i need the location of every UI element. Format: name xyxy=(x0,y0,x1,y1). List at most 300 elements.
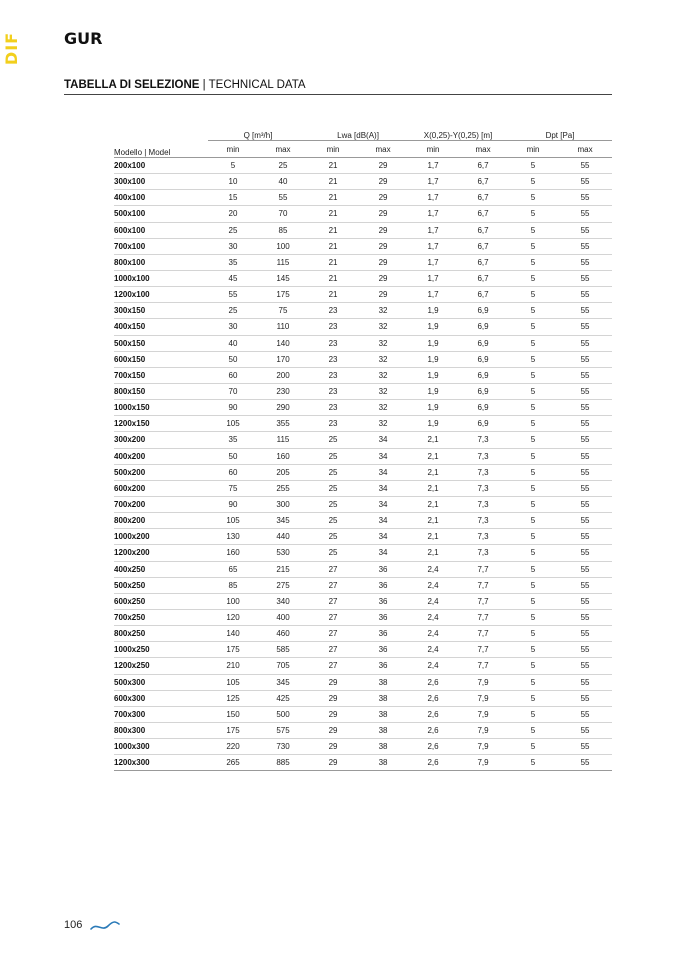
cell-dp-max: 55 xyxy=(558,270,612,286)
cell-lwa-max: 29 xyxy=(358,254,408,270)
cell-lwa-max: 29 xyxy=(358,238,408,254)
cell-dp-max: 55 xyxy=(558,432,612,448)
cell-q-max: 575 xyxy=(258,722,308,738)
cell-dp-max: 55 xyxy=(558,287,612,303)
section-tab-label: DIF xyxy=(2,31,22,65)
cell-lwa-min: 21 xyxy=(308,287,358,303)
cell-model: 800x100 xyxy=(114,254,208,270)
cell-lwa-min: 29 xyxy=(308,690,358,706)
table-row xyxy=(114,464,612,480)
cell-lwa-min: 29 xyxy=(308,722,358,738)
cell-dp-min: 5 xyxy=(508,739,558,755)
table-row xyxy=(114,400,612,416)
cell-q-max: 255 xyxy=(258,480,308,496)
cell-model: 200x100 xyxy=(114,158,208,174)
cell-throw-max: 7,3 xyxy=(458,529,508,545)
cell-q-max: 730 xyxy=(258,739,308,755)
cell-lwa-min: 23 xyxy=(308,335,358,351)
cell-throw-max: 6,7 xyxy=(458,206,508,222)
group-header-throw: X(0,25)-Y(0,25) [m] xyxy=(408,124,508,141)
cell-q-min: 40 xyxy=(208,335,258,351)
cell-throw-min: 2,6 xyxy=(408,674,458,690)
cell-dp-min: 5 xyxy=(508,303,558,319)
cell-lwa-max: 29 xyxy=(358,190,408,206)
cell-q-min: 35 xyxy=(208,432,258,448)
cell-q-max: 290 xyxy=(258,400,308,416)
cell-throw-max: 6,9 xyxy=(458,383,508,399)
cell-lwa-min: 29 xyxy=(308,706,358,722)
cell-lwa-max: 32 xyxy=(358,335,408,351)
sub-header: min xyxy=(208,141,258,158)
cell-throw-min: 1,7 xyxy=(408,158,458,174)
cell-lwa-min: 27 xyxy=(308,609,358,625)
cell-throw-max: 7,7 xyxy=(458,561,508,577)
cell-q-min: 30 xyxy=(208,319,258,335)
cell-throw-min: 1,7 xyxy=(408,238,458,254)
cell-dp-min: 5 xyxy=(508,690,558,706)
cell-q-max: 55 xyxy=(258,190,308,206)
table-row xyxy=(114,432,612,448)
cell-dp-min: 5 xyxy=(508,513,558,529)
cell-lwa-min: 27 xyxy=(308,593,358,609)
cell-dp-max: 55 xyxy=(558,319,612,335)
cell-dp-max: 55 xyxy=(558,400,612,416)
cell-q-min: 60 xyxy=(208,464,258,480)
cell-q-max: 175 xyxy=(258,287,308,303)
cell-model: 600x150 xyxy=(114,351,208,367)
cell-q-min: 35 xyxy=(208,254,258,270)
cell-throw-max: 7,7 xyxy=(458,658,508,674)
cell-q-max: 340 xyxy=(258,593,308,609)
cell-dp-min: 5 xyxy=(508,319,558,335)
cell-lwa-max: 34 xyxy=(358,513,408,529)
table-row xyxy=(114,626,612,642)
cell-q-min: 75 xyxy=(208,480,258,496)
cell-throw-max: 7,3 xyxy=(458,545,508,561)
cell-q-min: 10 xyxy=(208,174,258,190)
cell-dp-min: 5 xyxy=(508,335,558,351)
cell-throw-min: 2,4 xyxy=(408,593,458,609)
cell-throw-min: 1,9 xyxy=(408,367,458,383)
cell-q-min: 20 xyxy=(208,206,258,222)
cell-throw-max: 6,7 xyxy=(458,222,508,238)
cell-q-max: 705 xyxy=(258,658,308,674)
cell-dp-max: 55 xyxy=(558,577,612,593)
cell-lwa-min: 27 xyxy=(308,577,358,593)
cell-dp-min: 5 xyxy=(508,593,558,609)
cell-model: 300x150 xyxy=(114,303,208,319)
cell-throw-min: 2,6 xyxy=(408,739,458,755)
cell-dp-min: 5 xyxy=(508,706,558,722)
cell-dp-max: 55 xyxy=(558,480,612,496)
cell-dp-max: 55 xyxy=(558,254,612,270)
cell-dp-max: 55 xyxy=(558,513,612,529)
cell-throw-min: 2,6 xyxy=(408,755,458,771)
cell-q-min: 50 xyxy=(208,448,258,464)
cell-throw-min: 1,9 xyxy=(408,303,458,319)
cell-q-min: 70 xyxy=(208,383,258,399)
sub-header: max xyxy=(558,141,612,158)
cell-dp-max: 55 xyxy=(558,464,612,480)
cell-lwa-max: 36 xyxy=(358,642,408,658)
cell-q-min: 265 xyxy=(208,755,258,771)
cell-lwa-max: 32 xyxy=(358,400,408,416)
table-row xyxy=(114,739,612,755)
cell-dp-max: 55 xyxy=(558,448,612,464)
sub-header: max xyxy=(458,141,508,158)
cell-q-max: 145 xyxy=(258,270,308,286)
cell-throw-min: 1,9 xyxy=(408,335,458,351)
cell-lwa-max: 29 xyxy=(358,222,408,238)
cell-q-min: 140 xyxy=(208,626,258,642)
table-row xyxy=(114,448,612,464)
cell-dp-min: 5 xyxy=(508,609,558,625)
cell-throw-max: 6,9 xyxy=(458,367,508,383)
cell-dp-min: 5 xyxy=(508,545,558,561)
cell-throw-min: 2,1 xyxy=(408,464,458,480)
table-row xyxy=(114,238,612,254)
table-row xyxy=(114,674,612,690)
cell-lwa-min: 27 xyxy=(308,642,358,658)
cell-throw-min: 1,7 xyxy=(408,270,458,286)
table-row xyxy=(114,480,612,496)
cell-throw-min: 2,1 xyxy=(408,513,458,529)
cell-dp-min: 5 xyxy=(508,270,558,286)
cell-dp-min: 5 xyxy=(508,432,558,448)
cell-lwa-max: 29 xyxy=(358,270,408,286)
cell-dp-max: 55 xyxy=(558,303,612,319)
cell-lwa-min: 21 xyxy=(308,158,358,174)
cell-dp-min: 5 xyxy=(508,400,558,416)
cell-lwa-min: 29 xyxy=(308,674,358,690)
table-body xyxy=(114,158,612,771)
heading-normal: TECHNICAL DATA xyxy=(208,79,306,91)
table-row xyxy=(114,190,612,206)
table-row xyxy=(114,658,612,674)
cell-throw-max: 6,7 xyxy=(458,254,508,270)
table-row xyxy=(114,319,612,335)
table-row xyxy=(114,287,612,303)
cell-q-min: 50 xyxy=(208,351,258,367)
cell-q-min: 15 xyxy=(208,190,258,206)
cell-model: 800x200 xyxy=(114,513,208,529)
table-row xyxy=(114,383,612,399)
cell-lwa-min: 27 xyxy=(308,658,358,674)
table-row xyxy=(114,722,612,738)
model-header: Modello | Model xyxy=(114,124,208,158)
cell-throw-min: 1,7 xyxy=(408,174,458,190)
cell-model: 700x150 xyxy=(114,367,208,383)
cell-throw-max: 7,7 xyxy=(458,642,508,658)
cell-throw-min: 2,1 xyxy=(408,496,458,512)
cell-throw-min: 2,4 xyxy=(408,626,458,642)
header-row-groups xyxy=(114,124,612,141)
cell-dp-min: 5 xyxy=(508,174,558,190)
cell-model: 1200x150 xyxy=(114,416,208,432)
cell-model: 700x300 xyxy=(114,706,208,722)
cell-lwa-min: 25 xyxy=(308,432,358,448)
cell-model: 700x100 xyxy=(114,238,208,254)
table-row xyxy=(114,416,612,432)
cell-lwa-max: 32 xyxy=(358,416,408,432)
cell-q-max: 40 xyxy=(258,174,308,190)
cell-lwa-max: 38 xyxy=(358,722,408,738)
cell-dp-min: 5 xyxy=(508,287,558,303)
cell-throw-min: 2,1 xyxy=(408,545,458,561)
cell-lwa-max: 34 xyxy=(358,496,408,512)
cell-model: 500x300 xyxy=(114,674,208,690)
table-row xyxy=(114,303,612,319)
cell-throw-max: 6,7 xyxy=(458,158,508,174)
cell-dp-max: 55 xyxy=(558,626,612,642)
cell-lwa-max: 36 xyxy=(358,609,408,625)
cell-q-max: 25 xyxy=(258,158,308,174)
cell-model: 400x250 xyxy=(114,561,208,577)
cell-dp-min: 5 xyxy=(508,626,558,642)
cell-lwa-max: 38 xyxy=(358,706,408,722)
table-row xyxy=(114,254,612,270)
cell-dp-min: 5 xyxy=(508,674,558,690)
cell-throw-min: 1,7 xyxy=(408,190,458,206)
cell-q-max: 70 xyxy=(258,206,308,222)
cell-model: 600x300 xyxy=(114,690,208,706)
group-header-sound: Lwa [dB(A)] xyxy=(308,124,408,141)
cell-dp-max: 55 xyxy=(558,335,612,351)
cell-model: 500x200 xyxy=(114,464,208,480)
cell-throw-min: 1,9 xyxy=(408,351,458,367)
table-row xyxy=(114,529,612,545)
cell-lwa-max: 29 xyxy=(358,287,408,303)
cell-model: 1000x150 xyxy=(114,400,208,416)
cell-dp-min: 5 xyxy=(508,206,558,222)
cell-lwa-min: 23 xyxy=(308,400,358,416)
table-row xyxy=(114,496,612,512)
cell-q-min: 210 xyxy=(208,658,258,674)
cell-throw-max: 7,9 xyxy=(458,722,508,738)
cell-throw-max: 7,7 xyxy=(458,593,508,609)
cell-lwa-max: 32 xyxy=(358,383,408,399)
cell-dp-min: 5 xyxy=(508,577,558,593)
cell-dp-max: 55 xyxy=(558,190,612,206)
selection-table xyxy=(114,124,612,771)
cell-throw-max: 6,9 xyxy=(458,319,508,335)
cell-q-min: 175 xyxy=(208,722,258,738)
sub-header: min xyxy=(308,141,358,158)
cell-lwa-max: 36 xyxy=(358,658,408,674)
wave-logo-icon xyxy=(90,919,120,933)
cell-lwa-min: 21 xyxy=(308,238,358,254)
cell-q-max: 355 xyxy=(258,416,308,432)
cell-model: 1200x250 xyxy=(114,658,208,674)
cell-lwa-min: 21 xyxy=(308,206,358,222)
cell-q-min: 65 xyxy=(208,561,258,577)
cell-dp-min: 5 xyxy=(508,367,558,383)
cell-q-min: 55 xyxy=(208,287,258,303)
cell-dp-min: 5 xyxy=(508,383,558,399)
cell-q-max: 345 xyxy=(258,513,308,529)
cell-dp-min: 5 xyxy=(508,496,558,512)
cell-q-max: 460 xyxy=(258,626,308,642)
cell-dp-max: 55 xyxy=(558,367,612,383)
cell-dp-max: 55 xyxy=(558,174,612,190)
cell-model: 700x200 xyxy=(114,496,208,512)
cell-q-min: 175 xyxy=(208,642,258,658)
cell-throw-min: 1,9 xyxy=(408,400,458,416)
cell-q-max: 885 xyxy=(258,755,308,771)
cell-throw-max: 7,7 xyxy=(458,577,508,593)
cell-throw-min: 2,4 xyxy=(408,561,458,577)
cell-lwa-max: 32 xyxy=(358,351,408,367)
cell-throw-max: 6,9 xyxy=(458,351,508,367)
cell-dp-min: 5 xyxy=(508,755,558,771)
cell-throw-max: 6,9 xyxy=(458,400,508,416)
cell-throw-max: 6,9 xyxy=(458,335,508,351)
cell-model: 1200x200 xyxy=(114,545,208,561)
cell-dp-max: 55 xyxy=(558,158,612,174)
cell-lwa-max: 36 xyxy=(358,593,408,609)
cell-lwa-min: 23 xyxy=(308,319,358,335)
cell-q-min: 100 xyxy=(208,593,258,609)
cell-throw-max: 7,9 xyxy=(458,706,508,722)
cell-dp-max: 55 xyxy=(558,642,612,658)
cell-lwa-min: 23 xyxy=(308,416,358,432)
table-row xyxy=(114,513,612,529)
section-tab xyxy=(0,30,24,66)
cell-throw-max: 7,3 xyxy=(458,464,508,480)
cell-throw-min: 2,1 xyxy=(408,448,458,464)
cell-lwa-max: 29 xyxy=(358,206,408,222)
cell-q-max: 500 xyxy=(258,706,308,722)
cell-dp-min: 5 xyxy=(508,238,558,254)
cell-lwa-max: 29 xyxy=(358,158,408,174)
cell-lwa-min: 27 xyxy=(308,561,358,577)
cell-model: 800x300 xyxy=(114,722,208,738)
cell-dp-max: 55 xyxy=(558,529,612,545)
cell-lwa-max: 38 xyxy=(358,690,408,706)
cell-lwa-min: 21 xyxy=(308,222,358,238)
cell-lwa-min: 25 xyxy=(308,513,358,529)
cell-dp-max: 55 xyxy=(558,383,612,399)
table-row xyxy=(114,609,612,625)
cell-lwa-max: 32 xyxy=(358,303,408,319)
cell-model: 1000x300 xyxy=(114,739,208,755)
cell-dp-max: 55 xyxy=(558,706,612,722)
cell-throw-max: 6,7 xyxy=(458,238,508,254)
table-row xyxy=(114,706,612,722)
cell-model: 600x100 xyxy=(114,222,208,238)
cell-q-max: 585 xyxy=(258,642,308,658)
cell-throw-max: 6,9 xyxy=(458,303,508,319)
cell-dp-max: 55 xyxy=(558,755,612,771)
cell-q-max: 170 xyxy=(258,351,308,367)
cell-lwa-min: 21 xyxy=(308,190,358,206)
cell-dp-max: 55 xyxy=(558,496,612,512)
cell-q-max: 160 xyxy=(258,448,308,464)
table-row xyxy=(114,206,612,222)
cell-dp-min: 5 xyxy=(508,254,558,270)
cell-throw-min: 2,1 xyxy=(408,529,458,545)
cell-throw-min: 1,9 xyxy=(408,319,458,335)
cell-dp-max: 55 xyxy=(558,609,612,625)
cell-q-max: 300 xyxy=(258,496,308,512)
cell-throw-min: 1,9 xyxy=(408,416,458,432)
cell-throw-max: 7,9 xyxy=(458,690,508,706)
cell-q-max: 440 xyxy=(258,529,308,545)
cell-lwa-min: 25 xyxy=(308,448,358,464)
table-row xyxy=(114,335,612,351)
cell-q-max: 425 xyxy=(258,690,308,706)
cell-lwa-max: 34 xyxy=(358,432,408,448)
cell-throw-max: 7,9 xyxy=(458,755,508,771)
sub-header: max xyxy=(358,141,408,158)
cell-q-min: 5 xyxy=(208,158,258,174)
cell-q-min: 30 xyxy=(208,238,258,254)
cell-q-min: 25 xyxy=(208,222,258,238)
cell-throw-min: 2,6 xyxy=(408,706,458,722)
cell-model: 300x200 xyxy=(114,432,208,448)
cell-throw-min: 2,4 xyxy=(408,577,458,593)
cell-model: 700x250 xyxy=(114,609,208,625)
cell-q-min: 45 xyxy=(208,270,258,286)
cell-lwa-max: 34 xyxy=(358,464,408,480)
cell-lwa-max: 34 xyxy=(358,448,408,464)
cell-model: 1000x200 xyxy=(114,529,208,545)
cell-throw-max: 7,9 xyxy=(458,674,508,690)
sub-header: min xyxy=(508,141,558,158)
cell-lwa-min: 21 xyxy=(308,254,358,270)
cell-q-min: 150 xyxy=(208,706,258,722)
section-heading xyxy=(64,79,612,95)
cell-lwa-max: 34 xyxy=(358,480,408,496)
cell-q-min: 105 xyxy=(208,674,258,690)
table-row xyxy=(114,755,612,771)
cell-lwa-min: 29 xyxy=(308,739,358,755)
table-row xyxy=(114,642,612,658)
cell-dp-min: 5 xyxy=(508,561,558,577)
cell-q-min: 130 xyxy=(208,529,258,545)
cell-lwa-min: 29 xyxy=(308,755,358,771)
table-row xyxy=(114,690,612,706)
cell-model: 500x250 xyxy=(114,577,208,593)
cell-q-max: 205 xyxy=(258,464,308,480)
cell-throw-max: 6,7 xyxy=(458,270,508,286)
cell-lwa-max: 29 xyxy=(358,174,408,190)
cell-q-min: 120 xyxy=(208,609,258,625)
cell-dp-min: 5 xyxy=(508,642,558,658)
table-row xyxy=(114,593,612,609)
sub-header: min xyxy=(408,141,458,158)
cell-lwa-min: 21 xyxy=(308,174,358,190)
table-row xyxy=(114,270,612,286)
cell-throw-max: 7,3 xyxy=(458,496,508,512)
cell-throw-max: 7,3 xyxy=(458,448,508,464)
cell-dp-max: 55 xyxy=(558,674,612,690)
cell-q-max: 140 xyxy=(258,335,308,351)
cell-q-min: 90 xyxy=(208,400,258,416)
sub-header: max xyxy=(258,141,308,158)
cell-q-max: 230 xyxy=(258,383,308,399)
cell-model: 800x250 xyxy=(114,626,208,642)
cell-dp-min: 5 xyxy=(508,158,558,174)
cell-dp-max: 55 xyxy=(558,238,612,254)
cell-model: 1200x100 xyxy=(114,287,208,303)
cell-q-max: 100 xyxy=(258,238,308,254)
cell-q-max: 115 xyxy=(258,254,308,270)
cell-lwa-min: 27 xyxy=(308,626,358,642)
cell-lwa-min: 23 xyxy=(308,383,358,399)
cell-q-min: 60 xyxy=(208,367,258,383)
cell-lwa-min: 25 xyxy=(308,464,358,480)
